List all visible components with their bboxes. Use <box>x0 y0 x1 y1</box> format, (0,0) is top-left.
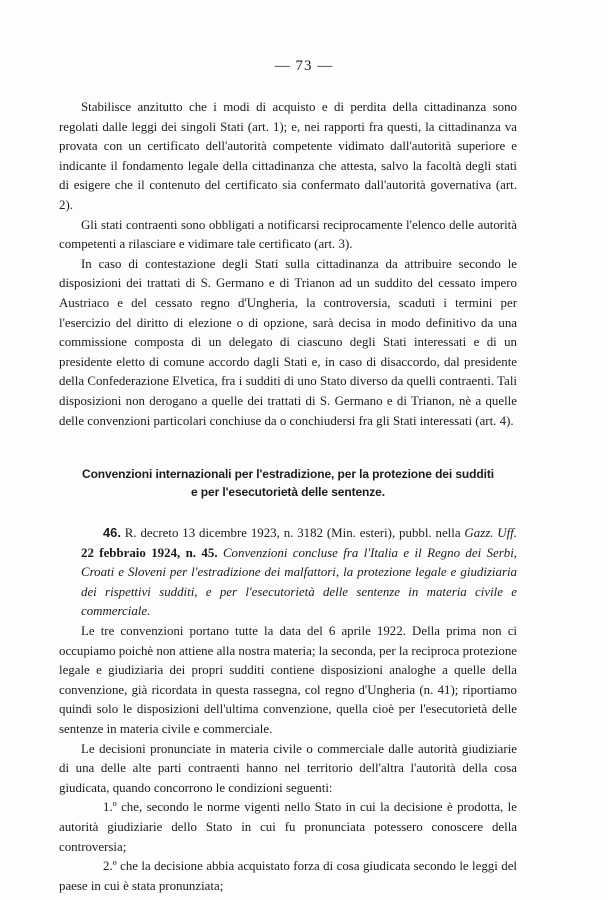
decree-entry <box>59 523 517 622</box>
entry-date: 22 febbraio 1924, n. 45. <box>81 545 223 560</box>
section-heading-line-1: Convenzioni internazionali per l'estradizione, per la protezione dei sudditi <box>82 467 494 482</box>
condition-1: 1.º che, secondo le norme vigenti nello Stato in cui la decisione è prodotta, le autorità giudiziarie dello Stato in cui fu pronunciata potessero conoscere della controversia; <box>59 800 517 854</box>
paragraph-cittadinanza-modi: Stabilisce anzitutto che i modi di acquisto e di perdita della cittadinanza sono regolati dalle leggi dei singoli Stati (art. 1); e, nei rapporti fra questi, la cittadinanza va provata con un certificato dell'autorità competente vidimato dall'autorità superiore e indicante il fondamento legale della cittadinanza che attesta, salvo la facoltà degli stati di esigere che il contenuto del certificato sia confermato dall'autorità governativa (art. 2). <box>59 100 517 212</box>
paragraph-elenco-autorita: Gli stati contraenti sono obbligati a notificarsi reciprocamente l'elenco delle autorità competenti a rilasciare e vidimare tale certificato (art. 3). <box>59 217 517 252</box>
entry-title: Convenzioni concluse fra l'Italia e il Regno dei Serbi, Croati e Sloveni per l'estradizione dei malfattori, la protezione legale e giudiziaria dei rispettivi sudditi, e per l'esecutorietà delle sentenze in materia civile e commerciale. <box>81 545 517 619</box>
section-heading <box>59 465 517 501</box>
section-heading-line-2: e per l'esecutorietà delle sentenze. <box>190 485 385 500</box>
entry-number: 46. <box>103 525 121 541</box>
paragraph-tre-convenzioni: Le tre convenzioni portano tutte la data del 6 aprile 1922. Della prima non ci occupiamo poichè non attiene alla nostra materia; la seconda, per la reciproca protezione legale e giudiziaria dei propri sudditi contiene disposizioni analoghe a quelle della convenzione, già ricordata in questa rassegna, col regno d'Ungheria (n. 41); riportiamo quindi solo le disposizioni dell'ultima convenzione, quella cioè per l'esecutorietà delle sentenze in materia civile e commerciale. <box>59 624 517 737</box>
page-number: — 73 — <box>274 58 334 74</box>
entry-lead: R. decreto 13 dicembre 1923, n. 3182 (Min. esteri), pubbl. nella <box>120 526 465 541</box>
page-content <box>59 98 517 896</box>
entry-gazette: Gazz. Uff. <box>464 526 517 541</box>
condition-2: 2.º che la decisione abbia acquistato forza di cosa giudicata secondo le leggi del paese in cui è stata pronunziata; <box>59 859 517 893</box>
paragraph-contestazione: In caso di contestazione degli Stati sulla cittadinanza da attribuire secondo le disposizioni dei trattati di S. Germano e di Trianon ad un suddito del cessato impero Austriaco e del cessato regno d'Ungheria, la controversia, scaduti i termini per l'esercizio del diritto di elezione o di opzione, sarà decisa in modo definitivo da una commissione composta di un delegato di ciascuno degli Stati interessati e di un presidente eletto di comune accordo dagli Stati e, in caso di disaccordo, dal presidente della Confederazione Elvetica, fra i sudditi di uno Stato diverso da quelli contraenti. Tali disposizioni non derogano a quelle dei trattati di S. Germano e di Trianon, nè a quelle delle convenzioni particolari conchiuse da o conchiudersi fra gli Stati interessati (art. 4). <box>59 256 517 428</box>
paragraph-decisioni: Le decisioni pronunciate in materia civile o commerciale dalle autorità giudiziarie di una delle alte parti contraenti hanno nel territorio dell'altra l'autorità della cosa giudicata, quando concorrono le condizioni seguenti: <box>59 741 517 795</box>
